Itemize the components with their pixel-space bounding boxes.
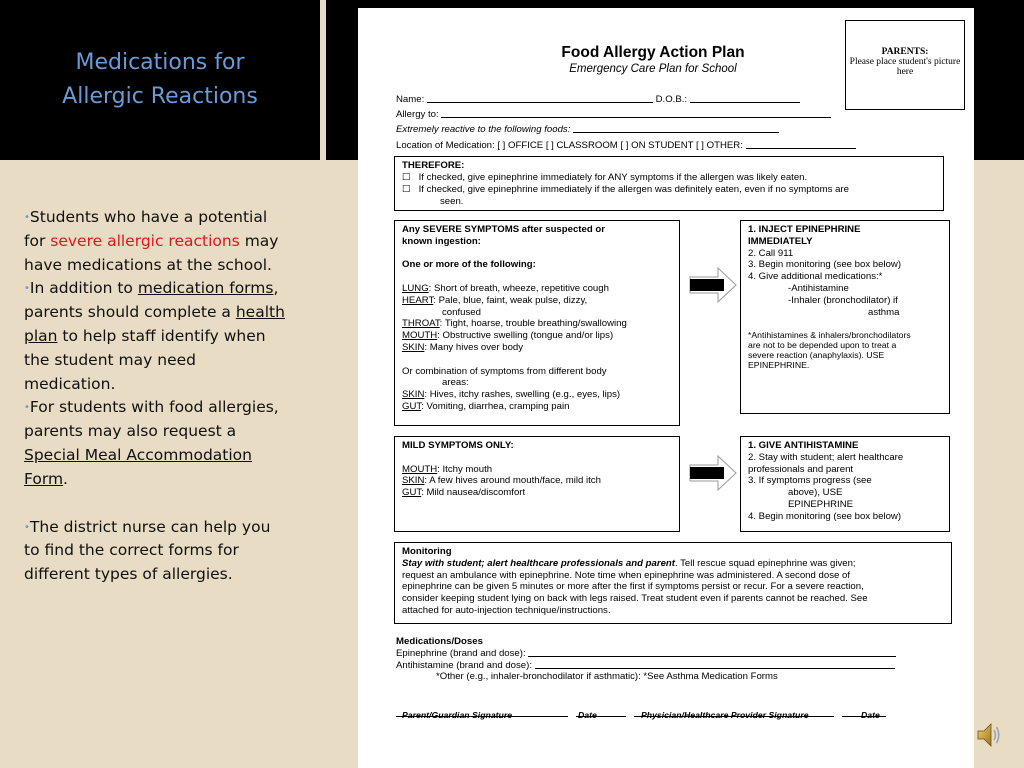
sig-date-label: Date [578,710,597,720]
bullet-4: •The district nurse can help you to find the correct forms for different types of allergies. [24,517,271,584]
form-title: Food Allergy Action Plan [561,44,745,61]
arrow-right-icon [688,266,738,304]
location-line: Location of Medication: [ ] OFFICE [ ] CLASSROOM [ ] ON STUDENT [ ] OTHER: [396,140,856,152]
severe-reactions-highlight: severe allergic reactions [50,231,240,250]
name-line: Name: D.O.B.: [396,94,800,106]
bullet-2: •In addition to medication forms, parents should complete a health plan to help staff identify when the student may need medication. [24,279,285,393]
mild-symptoms-text: MILD SYMPTOMS ONLY: MOUTH: Itchy mouth SKIN: A few hives around mouth/face, mild itch GUT: Mild nausea/discomfort [402,440,601,499]
health-plan-link[interactable]: health plan [24,303,285,345]
speaker-icon[interactable] [976,720,1002,750]
medications-doses: Medications/Doses Epinephrine (brand and dose): Antihistamine (brand and dose): *Other (e.g., inhaler-bronchodilator if asthmatic): *See Asthma Medication Forms [396,636,896,683]
monitoring-text: Monitoring Stay with student; alert healthcare professionals and parent. Tell rescue squad epinephrine was given; request an ambulance with epinephrine. Note time when epinephrine was administered. A second dose of epinephrine can be given 5 minutes or more after the first if symptoms persist or recur. For a severe reaction, consider keeping student lying on back with legs raised. Treat student even if parents cannot be reached. See attached for auto-injection technique/instructions. [402,546,868,616]
therefore-item-2: ☐ If checked, give epinephrine immediately if the allergen was definitely eaten, even if no symptoms are [402,184,849,195]
checkbox-icon: ☐ [402,184,411,195]
therefore-title: THEREFORE: [402,160,465,171]
slide-title [0,0,320,160]
allergy-line: Allergy to: [396,109,831,121]
medication-forms-link[interactable]: medication forms [137,279,274,298]
sig-date2-label: Date [861,710,880,720]
parents-photo-box: PARENTS: Please place student's picture here [845,20,965,110]
severe-symptoms-text: Any SEVERE SYMPTOMS after suspected or known ingestion: One or more of the following: LUNG: Short of breath, wheeze, repetitive cough HEART: Pale, blue, faint, weak pulse, dizzy, confused THROAT: Tight, hoarse, trouble breathing/swallowing MOUTH: Obstructive swelling (tongue and/or lips) SKIN: Many hives over body Or combination of symptoms from different body areas: SKIN: Hives, itchy rashes, swelling (e.g., eyes, lips) GUT: Vomiting, diarrhea, cramping pain [402,224,627,412]
give-antihistamine-text: 1. GIVE ANTIHISTAMINE 2. Stay with student; alert healthcare professionals and parent 3. If symptoms progress (see above), USE EPINEPHRINE 4. Begin monitoring (see box below) [748,440,904,522]
checkbox-icon: ☐ [402,172,411,183]
reactive-line: Extremely reactive to the following foods: [396,124,779,136]
slide-title-line-1: Medications for [75,50,245,75]
inject-epinephrine-text: 1. INJECT EPINEPHRINE IMMEDIATELY 2. Call 911 3. Begin monitoring (see box below) 4. Give additional medications:* -Antihistamine -Inhaler (bronchodilator) if asthma *Antihistamines & inhalers/bronchodilators are not to be depended upon to treat a severe reaction (anaphylaxis). USE EPINEPHRINE. [748,224,911,371]
bullet-3: •For students with food allergies, parents may also request a Special Meal Accommodation Form. [24,398,279,488]
therefore-item-1: ☐ If checked, give epinephrine immediately for ANY symptoms if the allergen was likely eaten. [402,172,808,183]
slide-title-line-2: Allergic Reactions [62,84,258,109]
bullet-list [24,206,286,587]
special-meal-form-link[interactable]: Special Meal Accommodation Form [24,445,252,488]
bullet-1: •Students who have a potential for severe allergic reactions may have medications at the school. [24,208,279,274]
form-subtitle: Emergency Care Plan for School [569,63,737,75]
sig-parent-label: Parent/Guardian Signature [402,710,513,720]
arrow-right-icon [688,454,738,492]
sig-physician-label: Physician/Healthcare Provider Signature [641,710,809,720]
food-allergy-action-plan-image [358,8,974,768]
therefore-item-2-cont: seen. [440,196,464,207]
